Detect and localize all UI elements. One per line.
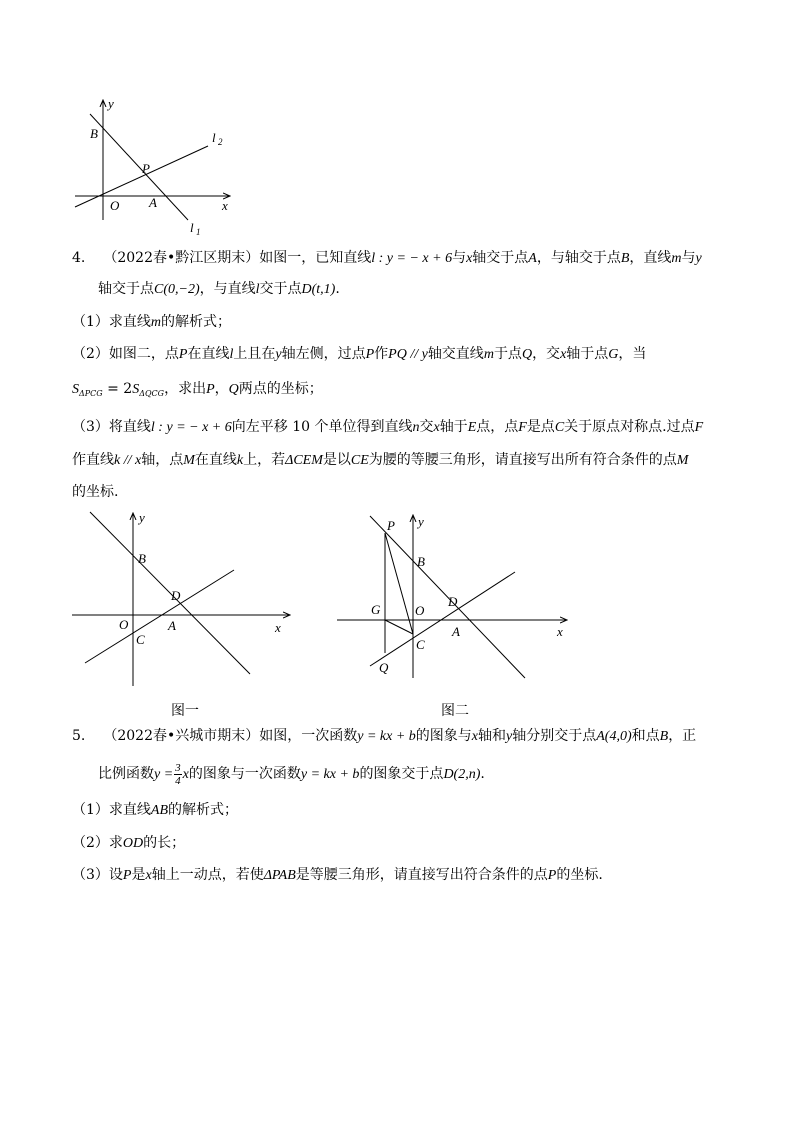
- p5-line2: 比例函数y = $\frac{3}{4}$ x的图象与一次函数y = kx + b的图象交于点D(2,n).: [98, 761, 485, 787]
- p4-q2-line1: （2）如图二，点P在直线l上且在y轴左侧，过点P作PQ // y轴交直线m于点Q，交x轴于点G，当: [72, 346, 647, 362]
- fraction-3-4: $\frac{3}{4}$: [175, 761, 181, 787]
- p4-q3-line2: 作直线k // x轴，点M在直线k上，若ΔCEM是以CE为腰的等腰三角形，请直接写出所有符合条件的点M: [72, 452, 689, 468]
- line-l: [90, 512, 250, 674]
- figure-top: [70, 92, 250, 242]
- p5-q2: （2）求OD的长；: [72, 835, 186, 851]
- label-Q: Q: [379, 660, 389, 675]
- p4-q3-line1: （3）将直线l : y = − x + 6向左平移 10 个单位得到直线n交x轴于E点，点F是点C关于原点对称点.过点F: [72, 419, 704, 435]
- label-l2-sub: 2: [218, 137, 223, 147]
- line-m: [85, 570, 234, 663]
- label-B: B: [90, 126, 98, 141]
- p4-line1: 4. （2022春•黔江区期末）如图一，已知直线l : y = − x + 6与x轴交于点A，与轴交于点B，直线m与y: [72, 250, 702, 266]
- label-A: A: [149, 195, 157, 210]
- label-O: O: [119, 617, 129, 632]
- line-l1: [90, 114, 188, 220]
- segment-GC: [385, 620, 413, 634]
- p4-q2-line2: $S_{\Delta PCG} = 2S_{\Delta QCG}$，求出P，Q两点的坐标；: [72, 381, 323, 398]
- label-B: B: [417, 554, 425, 569]
- p5-q3: （3）设P是x轴上一动点，若使ΔPAB是等腰三角形，请直接写出符合条件的点P的坐标.: [72, 867, 603, 883]
- label-l1-sub: 1: [196, 227, 201, 237]
- label-P: P: [142, 161, 150, 176]
- label-y: y: [139, 510, 145, 525]
- label-l1: l: [190, 220, 194, 235]
- label-x: x: [275, 620, 281, 635]
- label-A: A: [168, 618, 176, 633]
- label-D: D: [171, 588, 181, 603]
- p4-q3-line3: 的坐标.: [72, 484, 119, 500]
- label-B: B: [138, 551, 146, 566]
- label-C: C: [416, 637, 425, 652]
- label-y: y: [108, 96, 114, 111]
- p4-q1: （1）求直线m的解析式；: [72, 314, 232, 330]
- label-x: x: [222, 198, 228, 213]
- figure-1: [70, 508, 300, 693]
- label-O: O: [415, 603, 425, 618]
- p5-line1: 5. （2022春•兴城市期末）如图，一次函数y = kx + b的图象与x轴和y轴分别交于点A(4,0)和点B，正: [72, 728, 697, 744]
- label-O: O: [110, 198, 120, 213]
- p5-q1: （1）求直线AB的解析式；: [72, 802, 239, 818]
- label-y: y: [418, 514, 424, 529]
- p4-line2: 轴交于点C(0,−2)，与直线l交于点D(t,1).: [98, 281, 340, 297]
- label-P: P: [387, 518, 395, 533]
- label-G: G: [371, 602, 381, 617]
- label-D: D: [448, 594, 458, 609]
- figure-1-caption: 图一: [171, 703, 199, 719]
- label-A: A: [452, 624, 460, 639]
- label-x: x: [557, 624, 563, 639]
- line-l2: [75, 146, 208, 207]
- segment-PC: [385, 533, 413, 634]
- line-m: [370, 572, 515, 666]
- figure-2-caption: 图二: [441, 703, 469, 719]
- label-C: C: [136, 632, 145, 647]
- label-l2: l: [212, 130, 216, 145]
- figure-2: [335, 508, 575, 693]
